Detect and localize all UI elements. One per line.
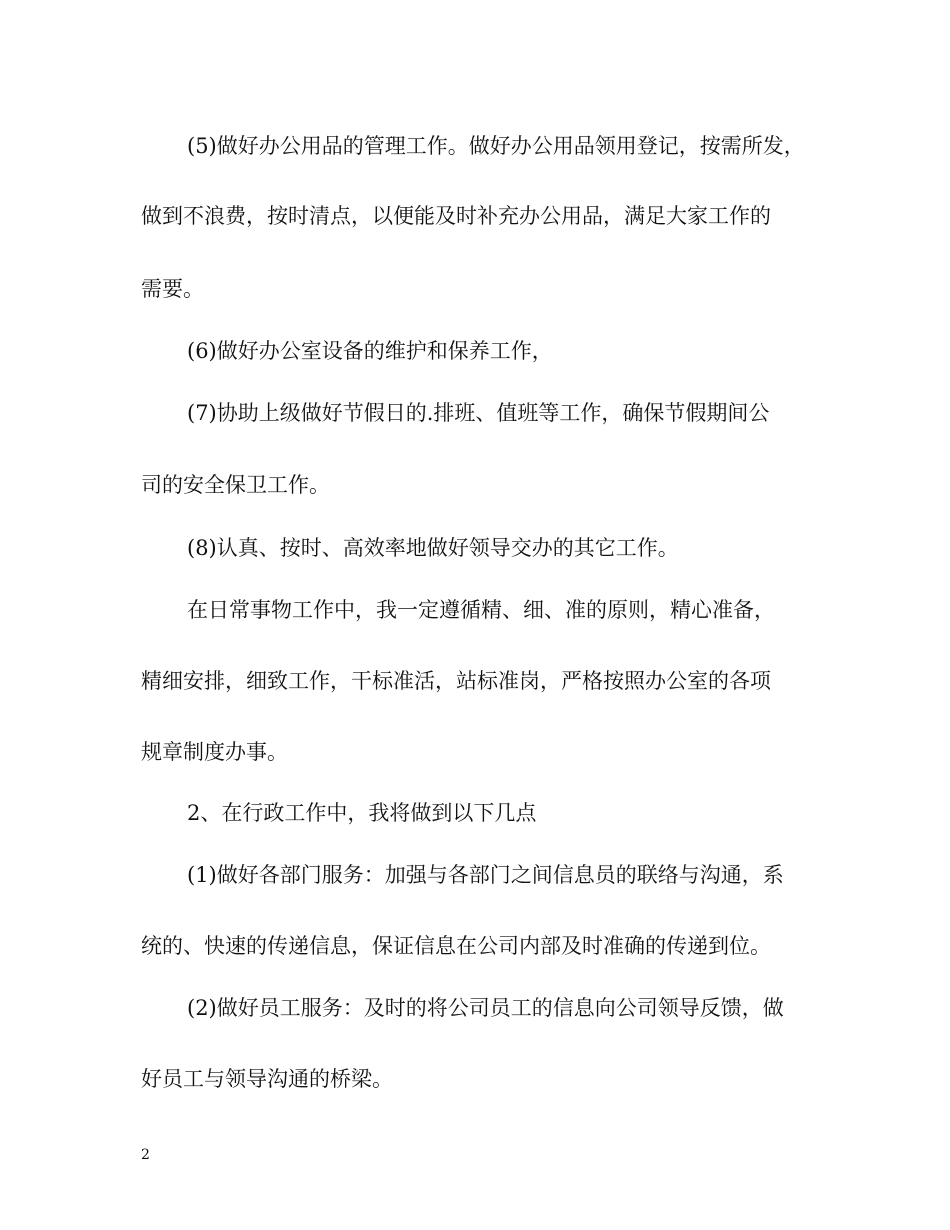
paragraph-line: (1)做好各部门服务：加强与各部门之间信息员的联络与沟通，系 [187, 863, 784, 887]
page-number: 2 [141, 1147, 150, 1163]
paragraph-line: 好员工与领导沟通的桥梁。 [141, 1067, 393, 1091]
paragraph-line: 做到不浪费，按时清点，以便能及时补充办公用品，满足大家工作的 [141, 204, 771, 228]
paragraph-line: 精细安排，细致工作，干标准活，站标准岗，严格按照办公室的各项 [141, 669, 771, 693]
paragraph-line: 统的、快速的传递信息，保证信息在公司内部及时准确的传递到位。 [141, 934, 771, 958]
paragraph-line: 2、在行政工作中，我将做到以下几点 [187, 801, 537, 825]
paragraph-line: (6)做好办公室设备的维护和保养工作， [187, 339, 553, 363]
paragraph-line: (5)做好办公用品的管理工作。做好办公用品领用登记，按需所发， [187, 134, 805, 158]
paragraph-line: (7)协助上级做好节假日的.排班、值班等工作，确保节假期间公 [187, 401, 770, 425]
paragraph-line: 司的安全保卫工作。 [141, 473, 330, 497]
paragraph-line: (2)做好员工服务：及时的将公司员工的信息向公司领导反馈，做 [187, 996, 784, 1020]
paragraph-line: 需要。 [141, 277, 204, 301]
paragraph-line: (8)认真、按时、高效率地做好领导交办的其它工作。 [187, 536, 679, 560]
paragraph-line: 在日常事物工作中，我一定遵循精、细、准的原则，精心准备， [187, 598, 775, 622]
paragraph-line: 规章制度办事。 [141, 740, 288, 764]
